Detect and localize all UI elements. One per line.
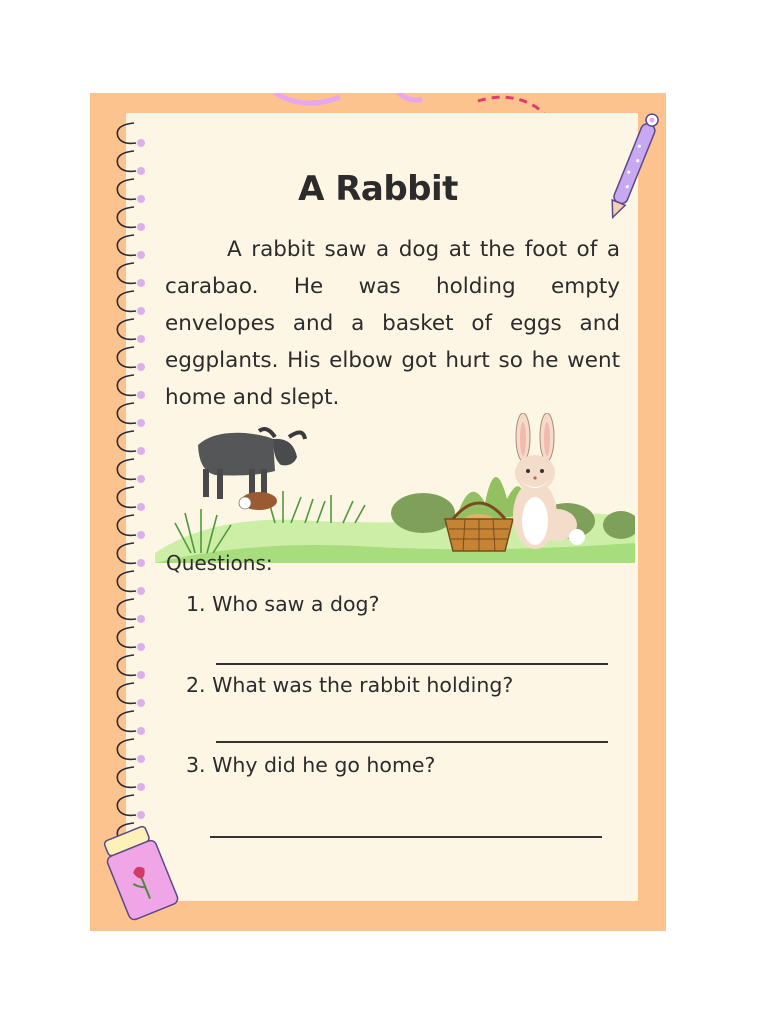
answer-line-1[interactable] — [216, 663, 608, 665]
dog-icon — [239, 492, 277, 510]
rabbit-icon — [513, 413, 585, 549]
binding-hole — [137, 587, 145, 595]
spiral-ring — [117, 459, 136, 479]
spiral-ring — [117, 347, 136, 367]
binding-hole — [137, 503, 145, 511]
binding-hole — [137, 223, 145, 231]
spiral-ring — [117, 263, 136, 283]
binding-hole — [137, 615, 145, 623]
spiral-ring — [117, 515, 136, 535]
binding-hole — [137, 559, 145, 567]
spiral-ring — [117, 403, 136, 423]
binding-hole — [137, 755, 145, 763]
jar-icon — [104, 823, 184, 923]
spiral-ring — [117, 487, 136, 507]
binding-hole — [137, 391, 145, 399]
answer-line-3[interactable] — [210, 836, 602, 838]
worksheet — [90, 93, 666, 931]
spiral-ring — [117, 571, 136, 591]
spiral-ring — [117, 599, 136, 619]
spiral-ring — [117, 767, 136, 787]
binding-hole — [137, 363, 145, 371]
binding-hole — [137, 475, 145, 483]
spiral-ring — [117, 711, 136, 731]
carabao-icon — [198, 429, 305, 499]
spiral-ring — [117, 123, 136, 143]
pen-icon — [602, 107, 662, 227]
binding-hole — [137, 307, 145, 315]
spiral-binding — [108, 113, 158, 873]
spiral-ring — [117, 739, 136, 759]
binding-hole — [137, 643, 145, 651]
spiral-ring — [117, 683, 136, 703]
question-2: 2. What was the rabbit holding? — [186, 673, 514, 697]
spiral-ring — [117, 235, 136, 255]
spiral-ring — [117, 655, 136, 675]
spiral-ring — [117, 543, 136, 563]
spiral-ring — [117, 431, 136, 451]
questions-heading: Questions: — [166, 551, 273, 575]
binding-hole — [137, 699, 145, 707]
question-1: 1. Who saw a dog? — [186, 592, 380, 616]
binding-hole — [137, 811, 145, 819]
binding-hole — [137, 783, 145, 791]
binding-hole — [137, 671, 145, 679]
binding-hole — [137, 251, 145, 259]
binding-hole — [137, 279, 145, 287]
spiral-ring — [117, 319, 136, 339]
spiral-ring — [117, 627, 136, 647]
answer-line-2[interactable] — [216, 741, 608, 743]
page-title: A Rabbit — [298, 169, 458, 209]
spiral-ring — [117, 795, 136, 815]
binding-hole — [137, 335, 145, 343]
story-paragraph: A rabbit saw a dog at the foot of a carabao. He was holding empty envelopes and a basket of eggs and eggplants. His elbow got hurt so he went home and slept. — [165, 237, 620, 410]
story-illustration — [155, 413, 635, 563]
binding-hole — [137, 531, 145, 539]
binding-hole — [137, 419, 145, 427]
question-3: 3. Why did he go home? — [186, 753, 436, 777]
binding-hole — [137, 139, 145, 147]
spiral-ring — [117, 375, 136, 395]
binding-hole — [137, 447, 145, 455]
spiral-ring — [117, 291, 136, 311]
binding-hole — [137, 727, 145, 735]
spiral-ring — [117, 207, 136, 227]
